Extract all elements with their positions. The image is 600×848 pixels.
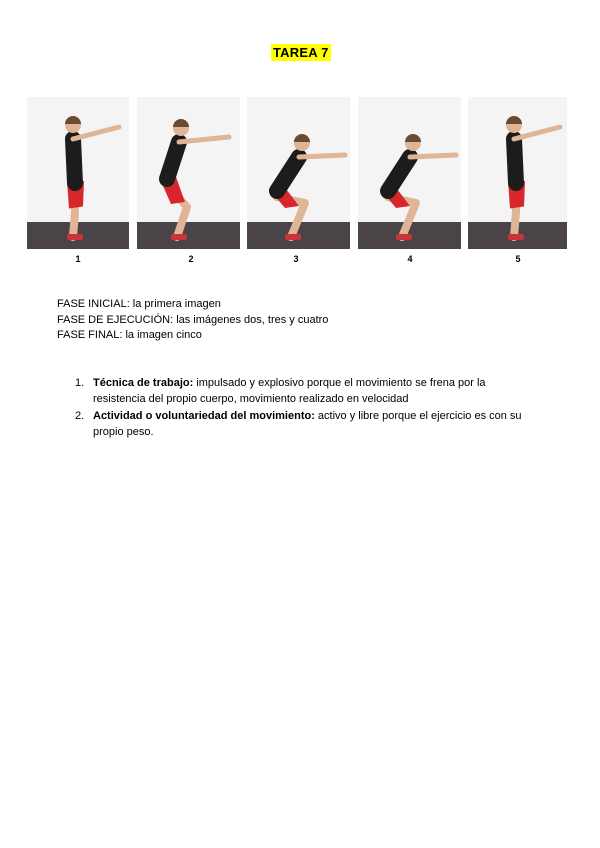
photo-number: 1 — [75, 254, 81, 264]
list-item — [75, 376, 535, 407]
squat-figure-icon — [137, 97, 240, 249]
list-item — [75, 409, 535, 440]
list-number: 2. — [75, 410, 85, 422]
squat-photo-4 — [358, 97, 461, 249]
squat-figure-icon — [358, 97, 461, 249]
list-number: 1. — [75, 377, 85, 389]
photo-number: 2 — [188, 254, 194, 264]
squat-photo-2 — [137, 97, 240, 249]
phase-final: FASE FINAL: la imagen cinco — [57, 329, 202, 341]
photo-number: 3 — [293, 254, 299, 264]
phase-initial: FASE INICIAL: la primera imagen — [57, 298, 221, 310]
squat-photo-1 — [27, 97, 129, 249]
photo-number: 5 — [515, 254, 521, 264]
phase-execution: FASE DE EJECUCIÓN: las imágenes dos, tres y cuatro — [57, 313, 329, 326]
squat-figure-icon — [468, 97, 567, 249]
squat-photo-5 — [468, 97, 567, 249]
page-title: TAREA 7 — [273, 45, 329, 60]
squat-photo-3 — [247, 97, 350, 249]
numbered-list — [75, 376, 535, 442]
photo-number: 4 — [407, 254, 413, 264]
phases-list — [57, 297, 328, 344]
list-text: activo y libre porque el ejercicio es con su propio peso. — [93, 410, 522, 438]
list-text: impulsado y explosivo porque el movimiento se frena por la resistencia del propio cuerpo, movimiento realizado en velocidad — [93, 377, 486, 405]
squat-figure-icon — [27, 97, 129, 249]
list-term: Técnica de trabajo: — [93, 377, 194, 389]
list-term: Actividad o voluntariedad del movimiento: — [93, 410, 315, 422]
squat-sequence — [27, 97, 567, 272]
squat-figure-icon — [247, 97, 350, 249]
